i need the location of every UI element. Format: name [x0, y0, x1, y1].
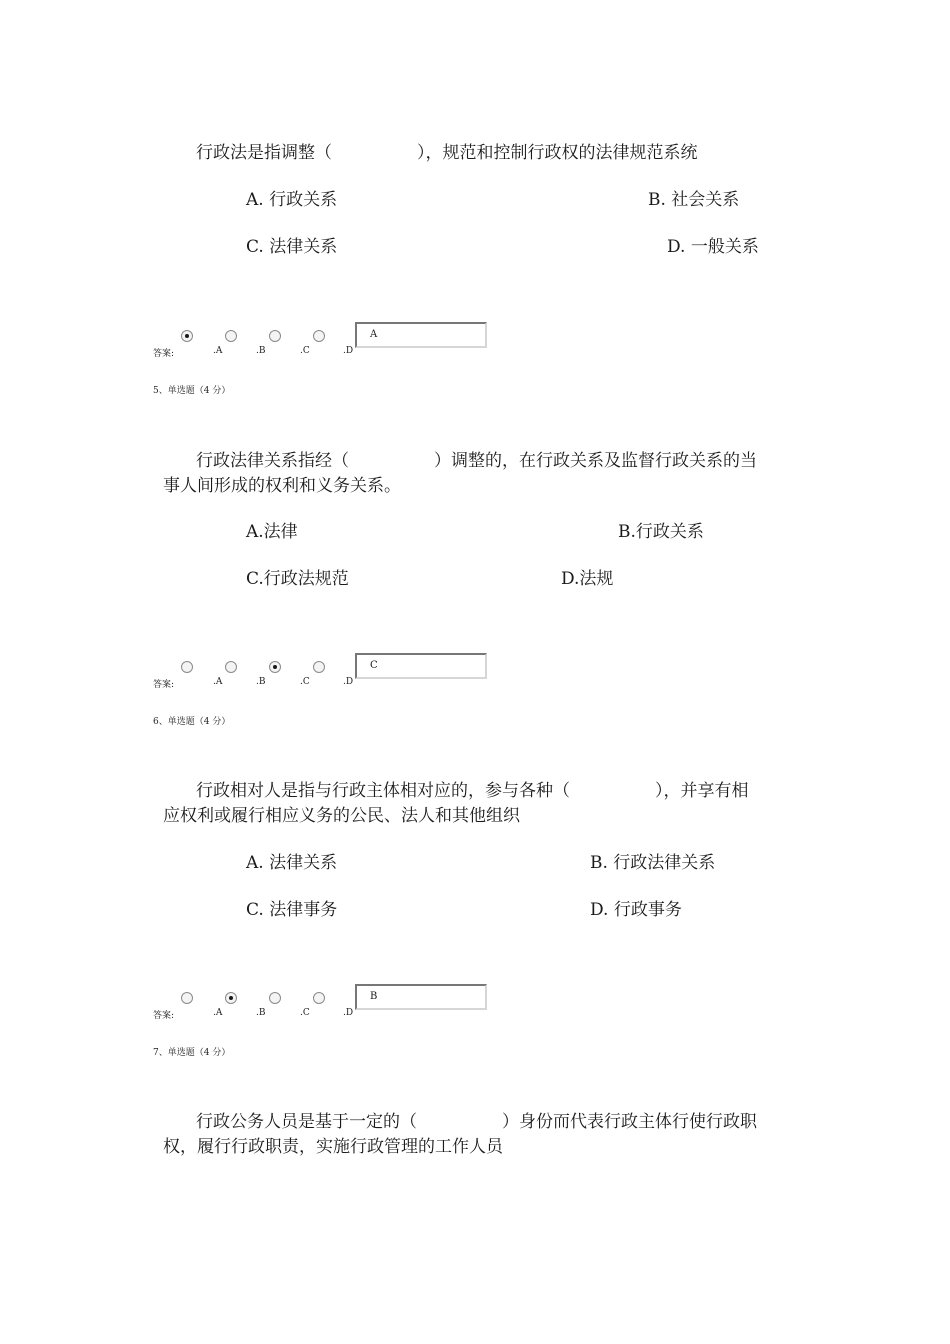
option-a: A.法律 — [246, 522, 298, 542]
radio-label-d: .D — [343, 677, 354, 687]
question-text-line: 行政公务人员是基于一定的（ ）身份而代表行政主体行使行政职 — [196, 1112, 757, 1132]
question-text-line: 行政法是指调整（ ），规范和控制行政权的法律规范系统 — [196, 143, 698, 163]
radio-label-b: .B — [256, 1008, 266, 1018]
option-d: D.法规 — [561, 569, 614, 589]
radio-a[interactable] — [181, 992, 193, 1004]
answer-label: 答案: — [153, 349, 175, 359]
radio-b[interactable] — [225, 661, 237, 673]
radio-label-c: .C — [300, 346, 310, 356]
option-d: D. 一般关系 — [667, 237, 759, 257]
radio-label-a: .A — [213, 1008, 223, 1018]
radio-d[interactable] — [313, 992, 325, 1004]
answer-label: 答案: — [153, 680, 175, 690]
answer-field[interactable]: A — [355, 322, 487, 348]
radio-label-a: .A — [213, 677, 223, 687]
answer-field[interactable]: C — [355, 653, 487, 679]
radio-label-c: .C — [300, 677, 310, 687]
question-header: 7、单选题（4 分） — [153, 1048, 231, 1058]
radio-d[interactable] — [313, 661, 325, 673]
radio-b[interactable] — [225, 992, 237, 1004]
radio-label-b: .B — [256, 677, 266, 687]
answer-field[interactable]: B — [355, 984, 487, 1010]
radio-label-d: .D — [343, 1008, 354, 1018]
option-c: C. 法律关系 — [246, 237, 338, 257]
option-a: A. 行政关系 — [246, 190, 338, 210]
radio-label-a: .A — [213, 346, 223, 356]
option-a: A. 法律关系 — [246, 853, 338, 873]
question-header: 5、单选题（4 分） — [153, 386, 231, 396]
option-c: C.行政法规范 — [246, 569, 349, 589]
radio-label-d: .D — [343, 346, 354, 356]
radio-d[interactable] — [313, 330, 325, 342]
option-b: B. 行政法律关系 — [590, 853, 716, 873]
radio-a[interactable] — [181, 330, 193, 342]
option-b: B. 社会关系 — [648, 190, 740, 210]
option-b: B.行政关系 — [618, 522, 704, 542]
answer-label: 答案: — [153, 1011, 175, 1021]
radio-c[interactable] — [269, 330, 281, 342]
question-text-line: 事人间形成的权利和义务关系。 — [163, 476, 401, 496]
radio-a[interactable] — [181, 661, 193, 673]
radio-label-b: .B — [256, 346, 266, 356]
question-header: 6、单选题（4 分） — [153, 717, 231, 727]
option-d: D. 行政事务 — [590, 900, 682, 920]
question-text-line: 行政相对人是指与行政主体相对应的，参与各种（ ），并享有相 — [196, 781, 749, 801]
radio-label-c: .C — [300, 1008, 310, 1018]
option-c: C. 法律事务 — [246, 900, 338, 920]
radio-c[interactable] — [269, 661, 281, 673]
radio-c[interactable] — [269, 992, 281, 1004]
question-text-line: 行政法律关系指经（ ）调整的，在行政关系及监督行政关系的当 — [196, 451, 757, 471]
question-text-line: 应权利或履行相应义务的公民、法人和其他组织 — [163, 806, 520, 826]
question-text-line: 权，履行行政职责，实施行政管理的工作人员 — [163, 1137, 503, 1157]
radio-b[interactable] — [225, 330, 237, 342]
